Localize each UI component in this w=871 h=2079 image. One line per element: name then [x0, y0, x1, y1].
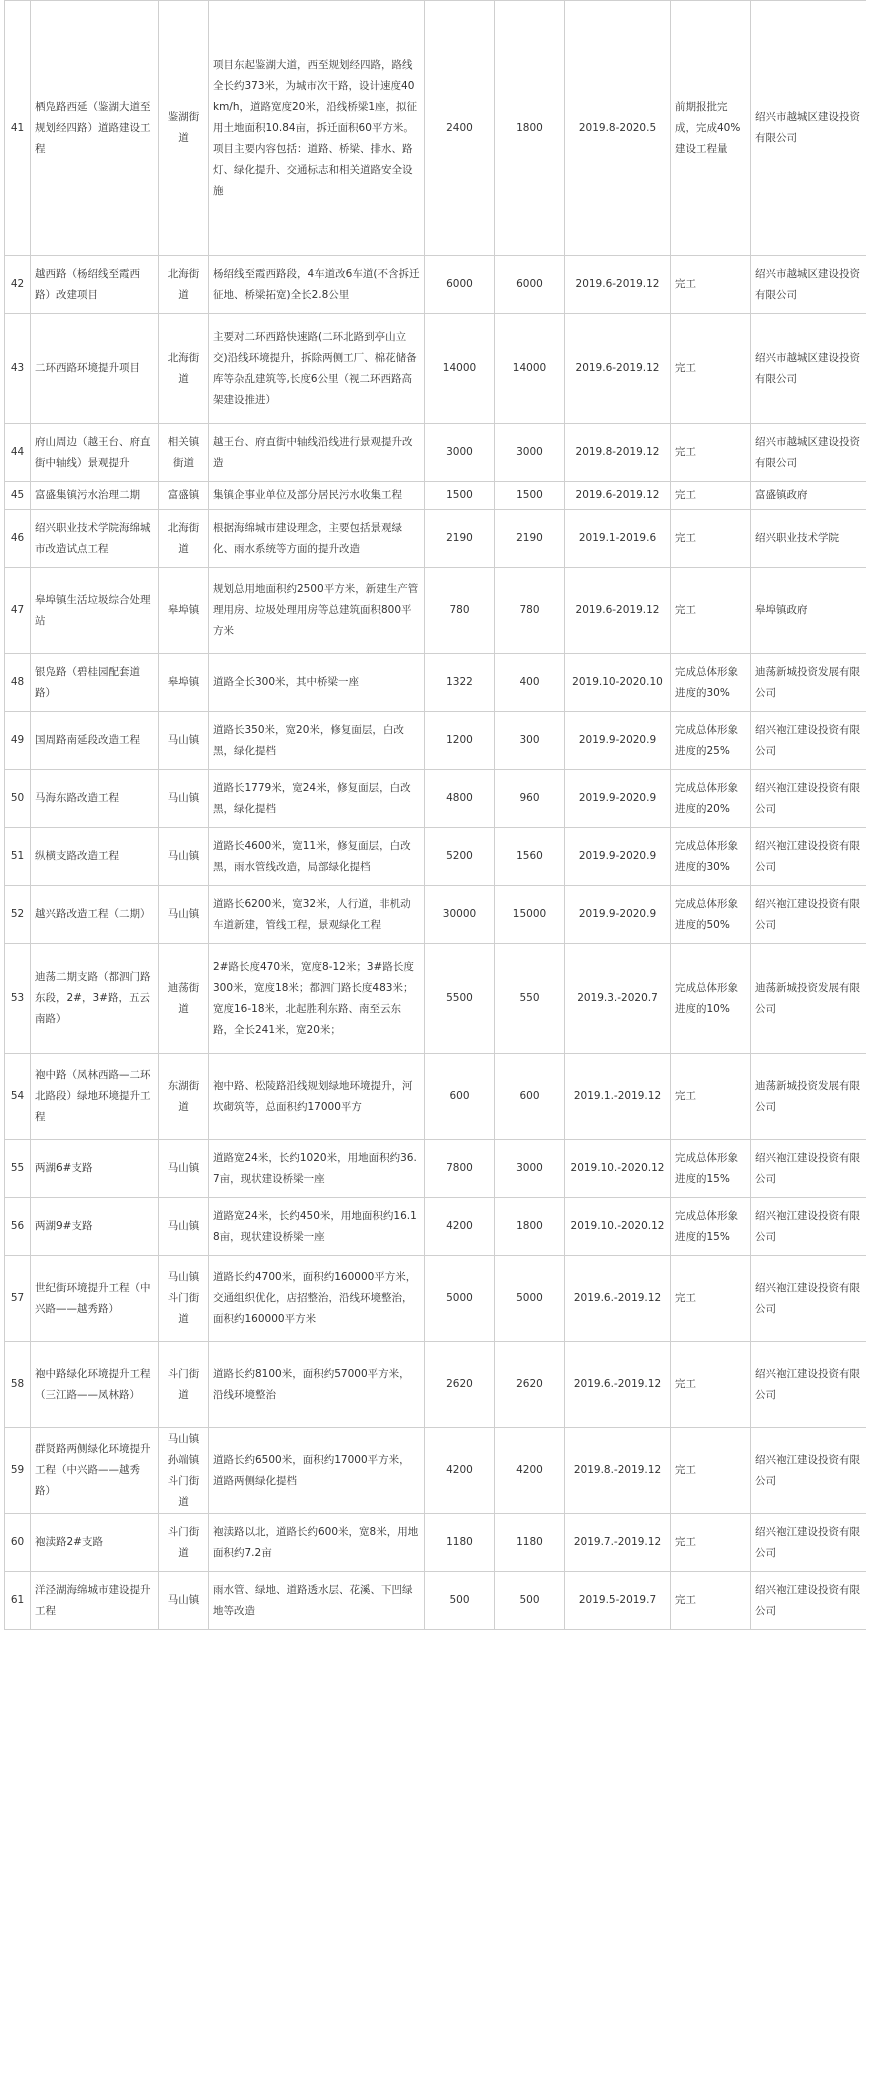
construction-content-cell: 根据海绵城市建设理念，主要包括景观绿化、雨水系统等方面的提升改造: [209, 510, 425, 568]
total-investment-cell: 30000: [425, 886, 495, 944]
location-cell: 富盛镇: [159, 482, 209, 510]
row-number-cell: 60: [5, 1514, 31, 1572]
location-cell: 马山镇: [159, 770, 209, 828]
table-row: [5, 424, 867, 482]
progress-target-cell: 完工: [671, 568, 751, 654]
planned-investment-cell: 14000: [495, 314, 565, 424]
construction-content-cell: 道路宽24米，长约450米，用地面积约16.18亩，现状建设桥梁一座: [209, 1198, 425, 1256]
responsible-unit-cell: 绍兴袍江建设投资有限公司: [751, 770, 867, 828]
location-cell: 北海街道: [159, 314, 209, 424]
planned-investment-cell: 6000: [495, 256, 565, 314]
project-name-cell: 洋泾湖海绵城市建设提升工程: [31, 1572, 159, 1630]
planned-investment-cell: 1800: [495, 1, 565, 256]
construction-content-cell: 集镇企事业单位及部分居民污水收集工程: [209, 482, 425, 510]
planned-investment-cell: 5000: [495, 1256, 565, 1342]
project-name-cell: 富盛集镇污水治理二期: [31, 482, 159, 510]
location-cell: 马山镇: [159, 712, 209, 770]
planned-investment-cell: 550: [495, 944, 565, 1054]
location-cell: 鉴湖街道: [159, 1, 209, 256]
row-number-cell: 47: [5, 568, 31, 654]
construction-content-cell: 道路长约6500米，面积约17000平方米，道路两侧绿化提档: [209, 1428, 425, 1514]
total-investment-cell: 1322: [425, 654, 495, 712]
planned-investment-cell: 2620: [495, 1342, 565, 1428]
row-number-cell: 52: [5, 886, 31, 944]
construction-content-cell: 道路长6200米，宽32米，人行道，非机动车道新建，管线工程，景观绿化工程: [209, 886, 425, 944]
construction-period-cell: 2019.1-2019.6: [565, 510, 671, 568]
table-row: [5, 944, 867, 1054]
responsible-unit-cell: 绍兴袍江建设投资有限公司: [751, 1342, 867, 1428]
total-investment-cell: 2620: [425, 1342, 495, 1428]
progress-target-cell: 完成总体形象进度的25%: [671, 712, 751, 770]
location-cell: 马山镇: [159, 828, 209, 886]
project-name-cell: 两湖6#支路: [31, 1140, 159, 1198]
location-cell: 马山镇: [159, 1198, 209, 1256]
total-investment-cell: 500: [425, 1572, 495, 1630]
row-number-cell: 46: [5, 510, 31, 568]
progress-target-cell: 完工: [671, 256, 751, 314]
row-number-cell: 51: [5, 828, 31, 886]
progress-target-cell: 完成总体形象进度的50%: [671, 886, 751, 944]
responsible-unit-cell: 绍兴袍江建设投资有限公司: [751, 886, 867, 944]
responsible-unit-cell: 皋埠镇政府: [751, 568, 867, 654]
table-row: [5, 1514, 867, 1572]
progress-target-cell: 完工: [671, 314, 751, 424]
total-investment-cell: 6000: [425, 256, 495, 314]
row-number-cell: 59: [5, 1428, 31, 1514]
project-name-cell: 迪荡二期支路（都泗门路东段，2#，3#路，五云南路）: [31, 944, 159, 1054]
responsible-unit-cell: 绍兴市越城区建设投资有限公司: [751, 1, 867, 256]
table-row: [5, 1428, 867, 1514]
project-name-cell: 世纪街环境提升工程（中兴路——越秀路）: [31, 1256, 159, 1342]
planned-investment-cell: 600: [495, 1054, 565, 1140]
construction-content-cell: 袍中路、松陵路沿线规划绿地环境提升，河坎砌筑等，总面积约17000平方: [209, 1054, 425, 1140]
project-name-cell: 纵横支路改造工程: [31, 828, 159, 886]
project-name-cell: 袍中路（凤林西路—二环北路段）绿地环境提升工程: [31, 1054, 159, 1140]
progress-target-cell: 完工: [671, 1256, 751, 1342]
construction-period-cell: 2019.10-2020.10: [565, 654, 671, 712]
location-cell: 相关镇街道: [159, 424, 209, 482]
project-name-cell: 二环西路环境提升项目: [31, 314, 159, 424]
project-name-cell: 国周路南延段改造工程: [31, 712, 159, 770]
location-cell: 迪荡街道: [159, 944, 209, 1054]
responsible-unit-cell: 绍兴袍江建设投资有限公司: [751, 1428, 867, 1514]
construction-period-cell: 2019.8-2020.5: [565, 1, 671, 256]
planned-investment-cell: 1800: [495, 1198, 565, 1256]
table-row: [5, 314, 867, 424]
row-number-cell: 41: [5, 1, 31, 256]
construction-period-cell: 2019.8-2019.12: [565, 424, 671, 482]
responsible-unit-cell: 绍兴市越城区建设投资有限公司: [751, 256, 867, 314]
construction-content-cell: 道路长约4700米，面积约160000平方米，交通组织优化，店招整治，沿线环境整治，面积约160000平方米: [209, 1256, 425, 1342]
progress-target-cell: 完工: [671, 1428, 751, 1514]
project-name-cell: 银凫路（碧桂园配套道路）: [31, 654, 159, 712]
progress-target-cell: 完工: [671, 510, 751, 568]
project-name-cell: 越西路（杨绍线至霞西路）改建项目: [31, 256, 159, 314]
row-number-cell: 58: [5, 1342, 31, 1428]
location-cell: 斗门街道: [159, 1342, 209, 1428]
table-row: [5, 1256, 867, 1342]
row-number-cell: 49: [5, 712, 31, 770]
total-investment-cell: 4200: [425, 1428, 495, 1514]
construction-content-cell: 项目东起鉴湖大道，西至规划经四路，路线全长约373米，为城市次干路，设计速度40km/h，道路宽度20米，沿线桥梁1座，拟征用土地面积10.84亩，拆迁面积60平方米。项目主要内容包括：道路、桥梁、排水、路灯、绿化提升、交通标志和相关道路安全设施: [209, 1, 425, 256]
table-row: [5, 1054, 867, 1140]
location-cell: 北海街道: [159, 256, 209, 314]
progress-target-cell: 完成总体形象进度的15%: [671, 1140, 751, 1198]
planned-investment-cell: 4200: [495, 1428, 565, 1514]
total-investment-cell: 5000: [425, 1256, 495, 1342]
total-investment-cell: 1500: [425, 482, 495, 510]
planned-investment-cell: 1500: [495, 482, 565, 510]
total-investment-cell: 1200: [425, 712, 495, 770]
responsible-unit-cell: 绍兴袍江建设投资有限公司: [751, 1256, 867, 1342]
table-row: [5, 482, 867, 510]
total-investment-cell: 5500: [425, 944, 495, 1054]
project-name-cell: 府山周边（越王台、府直街中轴线）景观提升: [31, 424, 159, 482]
table-row: [5, 1198, 867, 1256]
responsible-unit-cell: 迪荡新城投资发展有限公司: [751, 944, 867, 1054]
location-cell: 马山镇 斗门街道: [159, 1256, 209, 1342]
row-number-cell: 48: [5, 654, 31, 712]
table-body: [5, 1, 867, 1630]
row-number-cell: 44: [5, 424, 31, 482]
progress-target-cell: 完成总体形象进度的10%: [671, 944, 751, 1054]
construction-period-cell: 2019.6-2019.12: [565, 256, 671, 314]
planned-investment-cell: 960: [495, 770, 565, 828]
planned-investment-cell: 1560: [495, 828, 565, 886]
progress-target-cell: 完工: [671, 1514, 751, 1572]
total-investment-cell: 5200: [425, 828, 495, 886]
construction-content-cell: 主要对二环西路快速路(二环北路到亭山立交)沿线环境提升，拆除两侧工厂、棉花储备库等杂乱建筑等,长度6公里（视二环西路高架建设推进）: [209, 314, 425, 424]
responsible-unit-cell: 绍兴袍江建设投资有限公司: [751, 828, 867, 886]
planned-investment-cell: 1180: [495, 1514, 565, 1572]
table-row: [5, 568, 867, 654]
construction-period-cell: 2019.9-2020.9: [565, 828, 671, 886]
progress-target-cell: 完工: [671, 424, 751, 482]
project-name-cell: 绍兴职业技术学院海绵城市改造试点工程: [31, 510, 159, 568]
construction-period-cell: 2019.6-2019.12: [565, 314, 671, 424]
total-investment-cell: 3000: [425, 424, 495, 482]
table-row: [5, 1572, 867, 1630]
total-investment-cell: 14000: [425, 314, 495, 424]
project-name-cell: 越兴路改造工程（二期）: [31, 886, 159, 944]
table-row: [5, 886, 867, 944]
construction-period-cell: 2019.9-2020.9: [565, 886, 671, 944]
construction-content-cell: 杨绍线至霞西路段，4车道改6车道(不含拆迁征地、桥梁拓宽)全长2.8公里: [209, 256, 425, 314]
total-investment-cell: 4800: [425, 770, 495, 828]
planned-investment-cell: 780: [495, 568, 565, 654]
construction-content-cell: 道路长350米，宽20米，修复面层，白改黑，绿化提档: [209, 712, 425, 770]
progress-target-cell: 完成总体形象进度的15%: [671, 1198, 751, 1256]
progress-target-cell: 完成总体形象进度的30%: [671, 654, 751, 712]
location-cell: 马山镇 孙端镇 斗门街道: [159, 1428, 209, 1514]
location-cell: 斗门街道: [159, 1514, 209, 1572]
construction-content-cell: 道路长4600米，宽11米，修复面层，白改黑，雨水管线改造，局部绿化提档: [209, 828, 425, 886]
project-name-cell: 栖凫路西延（鉴湖大道至规划经四路）道路建设工程: [31, 1, 159, 256]
construction-period-cell: 2019.3.-2020.7: [565, 944, 671, 1054]
construction-content-cell: 道路全长300米，其中桥梁一座: [209, 654, 425, 712]
responsible-unit-cell: 迪荡新城投资发展有限公司: [751, 1054, 867, 1140]
row-number-cell: 57: [5, 1256, 31, 1342]
progress-target-cell: 完工: [671, 1054, 751, 1140]
total-investment-cell: 7800: [425, 1140, 495, 1198]
construction-period-cell: 2019.9-2020.9: [565, 712, 671, 770]
responsible-unit-cell: 绍兴袍江建设投资有限公司: [751, 1514, 867, 1572]
progress-target-cell: 完工: [671, 1572, 751, 1630]
planned-investment-cell: 400: [495, 654, 565, 712]
row-number-cell: 53: [5, 944, 31, 1054]
planned-investment-cell: 3000: [495, 1140, 565, 1198]
row-number-cell: 43: [5, 314, 31, 424]
project-name-cell: 袍渎路2#支路: [31, 1514, 159, 1572]
total-investment-cell: 2400: [425, 1, 495, 256]
project-name-cell: 群贤路两侧绿化环境提升工程（中兴路——越秀路）: [31, 1428, 159, 1514]
construction-period-cell: 2019.8.-2019.12: [565, 1428, 671, 1514]
row-number-cell: 61: [5, 1572, 31, 1630]
project-table: [4, 0, 866, 1630]
total-investment-cell: 600: [425, 1054, 495, 1140]
construction-period-cell: 2019.10.-2020.12: [565, 1198, 671, 1256]
construction-period-cell: 2019.10.-2020.12: [565, 1140, 671, 1198]
table-row: [5, 1, 867, 256]
row-number-cell: 55: [5, 1140, 31, 1198]
construction-period-cell: 2019.1.-2019.12: [565, 1054, 671, 1140]
total-investment-cell: 2190: [425, 510, 495, 568]
project-name-cell: 两湖9#支路: [31, 1198, 159, 1256]
row-number-cell: 54: [5, 1054, 31, 1140]
construction-content-cell: 道路长约8100米，面积约57000平方米，沿线环境整治: [209, 1342, 425, 1428]
planned-investment-cell: 3000: [495, 424, 565, 482]
progress-target-cell: 前期报批完成，完成40%建设工程量: [671, 1, 751, 256]
table-row: [5, 770, 867, 828]
location-cell: 马山镇: [159, 1140, 209, 1198]
construction-content-cell: 道路宽24米，长约1020米，用地面积约36.7亩，现状建设桥梁一座: [209, 1140, 425, 1198]
construction-content-cell: 规划总用地面积约2500平方米，新建生产管理用房、垃圾处理用房等总建筑面积800平方米: [209, 568, 425, 654]
row-number-cell: 42: [5, 256, 31, 314]
responsible-unit-cell: 绍兴袍江建设投资有限公司: [751, 712, 867, 770]
location-cell: 皋埠镇: [159, 568, 209, 654]
location-cell: 马山镇: [159, 1572, 209, 1630]
table-viewport: [4, 0, 866, 2079]
progress-target-cell: 完工: [671, 482, 751, 510]
table-row: [5, 256, 867, 314]
construction-content-cell: 越王台、府直街中轴线沿线进行景观提升改造: [209, 424, 425, 482]
construction-period-cell: 2019.6-2019.12: [565, 482, 671, 510]
table-row: [5, 510, 867, 568]
total-investment-cell: 780: [425, 568, 495, 654]
construction-period-cell: 2019.6.-2019.12: [565, 1342, 671, 1428]
responsible-unit-cell: 绍兴职业技术学院: [751, 510, 867, 568]
project-name-cell: 袍中路绿化环境提升工程（三江路——凤林路）: [31, 1342, 159, 1428]
table-row: [5, 654, 867, 712]
table-row: [5, 712, 867, 770]
location-cell: 皋埠镇: [159, 654, 209, 712]
construction-content-cell: 雨水管、绿地、道路透水层、花溪、下凹绿地等改造: [209, 1572, 425, 1630]
planned-investment-cell: 300: [495, 712, 565, 770]
responsible-unit-cell: 绍兴袍江建设投资有限公司: [751, 1572, 867, 1630]
total-investment-cell: 4200: [425, 1198, 495, 1256]
planned-investment-cell: 15000: [495, 886, 565, 944]
construction-content-cell: 道路长1779米，宽24米，修复面层，白改黑，绿化提档: [209, 770, 425, 828]
construction-content-cell: 2#路长度470米，宽度8-12米；3#路长度300米，宽度18米；都泗门路长度483米；宽度16-18米，北起胜利东路、南至云东路，全长241米，宽20米；: [209, 944, 425, 1054]
construction-period-cell: 2019.7.-2019.12: [565, 1514, 671, 1572]
progress-target-cell: 完成总体形象进度的30%: [671, 828, 751, 886]
table-row: [5, 1140, 867, 1198]
progress-target-cell: 完工: [671, 1342, 751, 1428]
row-number-cell: 56: [5, 1198, 31, 1256]
row-number-cell: 50: [5, 770, 31, 828]
location-cell: 马山镇: [159, 886, 209, 944]
construction-period-cell: 2019.6.-2019.12: [565, 1256, 671, 1342]
responsible-unit-cell: 迪荡新城投资发展有限公司: [751, 654, 867, 712]
project-name-cell: 马海东路改造工程: [31, 770, 159, 828]
responsible-unit-cell: 富盛镇政府: [751, 482, 867, 510]
progress-target-cell: 完成总体形象进度的20%: [671, 770, 751, 828]
responsible-unit-cell: 绍兴市越城区建设投资有限公司: [751, 314, 867, 424]
construction-content-cell: 袍渎路以北，道路长约600米，宽8米，用地面积约7.2亩: [209, 1514, 425, 1572]
construction-period-cell: 2019.9-2020.9: [565, 770, 671, 828]
location-cell: 北海街道: [159, 510, 209, 568]
location-cell: 东湖街道: [159, 1054, 209, 1140]
responsible-unit-cell: 绍兴市越城区建设投资有限公司: [751, 424, 867, 482]
responsible-unit-cell: 绍兴袍江建设投资有限公司: [751, 1140, 867, 1198]
responsible-unit-cell: 绍兴袍江建设投资有限公司: [751, 1198, 867, 1256]
table-row: [5, 828, 867, 886]
planned-investment-cell: 2190: [495, 510, 565, 568]
table-row: [5, 1342, 867, 1428]
construction-period-cell: 2019.5-2019.7: [565, 1572, 671, 1630]
construction-period-cell: 2019.6-2019.12: [565, 568, 671, 654]
row-number-cell: 45: [5, 482, 31, 510]
total-investment-cell: 1180: [425, 1514, 495, 1572]
project-name-cell: 皋埠镇生活垃圾综合处理站: [31, 568, 159, 654]
planned-investment-cell: 500: [495, 1572, 565, 1630]
